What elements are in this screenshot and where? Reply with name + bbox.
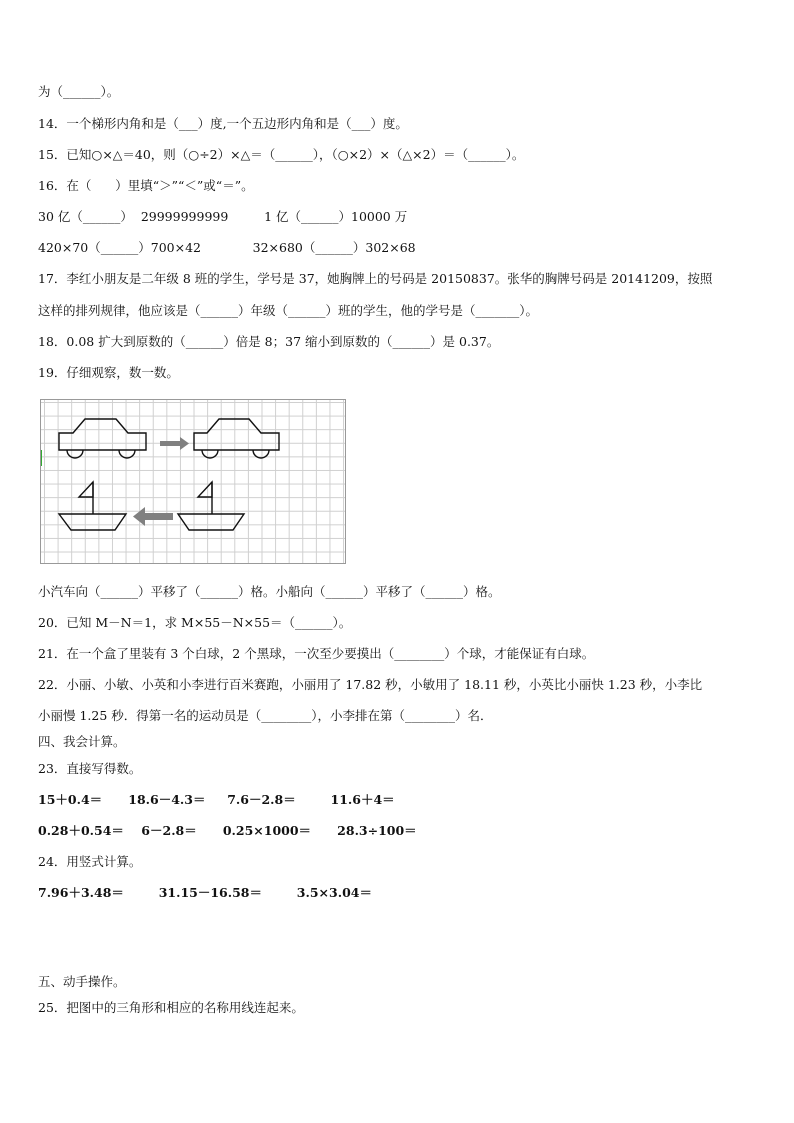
translation-grid-figure [40, 399, 346, 564]
boat-shape-right [178, 482, 244, 530]
section-5-heading: 五、动手操作。 [38, 974, 126, 989]
question-24-row: 7.96＋3.48＝ 31.15－16.58＝ 3.5×3.04＝ [38, 885, 372, 900]
right-arrow-icon [160, 437, 189, 450]
question-19-answer: 小汽车向（______）平移了（______）格。小船向（______）平移了（______）格。 [38, 584, 501, 599]
car-shape-left [59, 419, 146, 458]
question-18: 18．0.08 扩大到原数的（______）倍是 8；37 缩小到原数的（______）是 0.37。 [38, 334, 500, 349]
question-22-line-1: 22．小丽、小敏、小英和小李进行百米赛跑，小丽用了 17.82 秒，小敏用了 18.11 秒，小英比小丽快 1.23 秒，小李比 [38, 677, 703, 692]
question-23-row-2: 0.28＋0.54＝ 6－2.8＝ 0.25×1000＝ 28.3÷100＝ [38, 823, 417, 838]
question-23-row-1: 15＋0.4＝ 18.6－4.3＝ 7.6－2.8＝ 11.6＋4＝ [38, 792, 395, 807]
question-15: 15．已知○×△＝40，则（○÷2）×△＝（______），（○×2）×（△×2）＝（______）。 [38, 147, 525, 162]
question-21: 21．在一个盒了里装有 3 个白球，2 个黑球，一次至少要摸出（________）个球，才能保证有白球。 [38, 646, 595, 661]
section-4-heading: 四、我会计算。 [38, 734, 126, 749]
question-16-row-2: 420×70（______）700×42 32×680（______）302×68 [38, 240, 416, 255]
question-16: 16．在（ ）里填“＞”“＜”或“＝”。 [38, 178, 254, 193]
question-22-line-2: 小丽慢 1.25 秒．得第一名的运动员是（________），小李排在第（________）名． [38, 708, 493, 723]
boat-shape-left [59, 482, 126, 530]
question-20: 20．已知 M－N＝1，求 M×55－N×55＝（______）。 [38, 615, 352, 630]
question-25: 25．把图中的三角形和相应的名称用线连起来。 [38, 1000, 304, 1015]
question-16-row-1: 30 亿（______） 29999999999 1 亿（______）10000 万 [38, 209, 408, 224]
question-14: 14．一个梯形内角和是（___）度,一个五边形内角和是（___）度。 [38, 116, 408, 131]
left-arrow-icon [133, 507, 173, 526]
line-continuation: 为（______）。 [38, 84, 120, 99]
question-17-line-1: 17．李红小朋友是二年级 8 班的学生，学号是 37，她胸牌上的号码是 20150837。张华的胸牌号码是 20141209，按照 [38, 271, 713, 286]
question-23: 23．直接写得数。 [38, 761, 142, 776]
question-17-line-2: 这样的排列规律，他应该是（______）年级（______）班的学生，他的学号是（_______）。 [38, 303, 539, 318]
question-19: 19．仔细观察，数一数。 [38, 365, 179, 380]
question-24: 24．用竖式计算。 [38, 854, 142, 869]
figure-drawing [41, 400, 347, 565]
car-shape-right [194, 419, 279, 458]
